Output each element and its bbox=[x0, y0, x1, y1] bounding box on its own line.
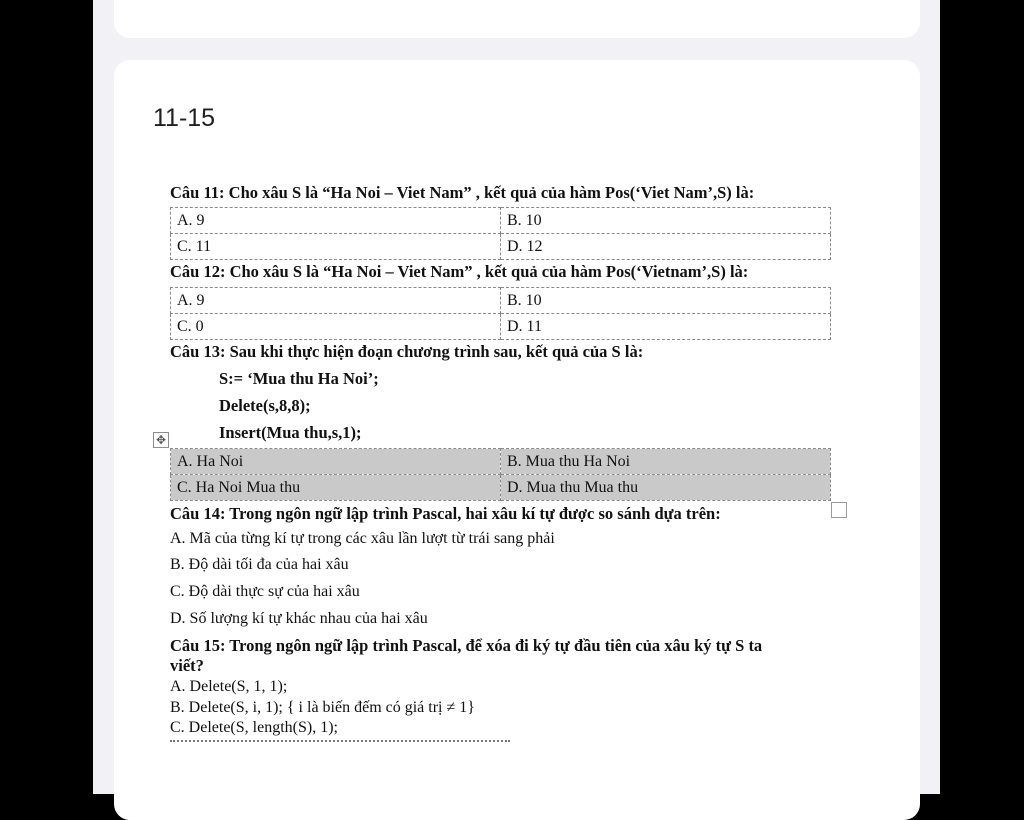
answer-table-13 bbox=[170, 448, 831, 501]
table-move-icon[interactable]: ✥ bbox=[153, 432, 169, 448]
option-a: A. 9 bbox=[171, 208, 501, 234]
option-a: A. Delete(S, 1, 1); bbox=[170, 678, 288, 695]
table-row bbox=[171, 475, 831, 501]
answer-table-11 bbox=[170, 207, 831, 260]
code-line: Insert(Mua thu,s,1); bbox=[219, 423, 362, 442]
option-b: B. Delete(S, i, 1); { i là biến đếm có giá trị ≠ 1} bbox=[170, 699, 475, 716]
question-13: Câu 13: Sau khi thực hiện đoạn chương trình sau, kết quả của S là: bbox=[170, 342, 644, 361]
answer-table-12 bbox=[170, 287, 831, 340]
option-a: A. 9 bbox=[171, 288, 501, 314]
option-c: C. Ha Noi Mua thu bbox=[171, 475, 501, 501]
table-row bbox=[171, 234, 831, 260]
table-row bbox=[171, 208, 831, 234]
code-line: S:= ‘Mua thu Ha Noi’; bbox=[219, 369, 379, 388]
cropped-text-line bbox=[170, 740, 510, 747]
table-row bbox=[171, 288, 831, 314]
table-row bbox=[171, 314, 831, 340]
option-b: B. Mua thu Ha Noi bbox=[501, 449, 831, 475]
option-b: B. Độ dài tối đa của hai xâu bbox=[170, 556, 349, 573]
option-b: B. 10 bbox=[501, 208, 831, 234]
question-11: Câu 11: Cho xâu S là “Ha Noi – Viet Nam” , kết quả của hàm Pos(‘Viet Nam’,S) là: bbox=[170, 183, 755, 202]
card-title: 11-15 bbox=[153, 104, 216, 132]
option-d: D. 11 bbox=[501, 314, 831, 340]
option-d: D. Mua thu Mua thu bbox=[501, 475, 831, 501]
question-15-continued: viết? bbox=[170, 656, 204, 675]
question-12: Câu 12: Cho xâu S là “Ha Noi – Viet Nam” , kết quả của hàm Pos(‘Vietnam’,S) là: bbox=[170, 262, 749, 281]
option-b: B. 10 bbox=[501, 288, 831, 314]
option-c: C. Delete(S, length(S), 1); bbox=[170, 719, 338, 736]
option-c: C. Độ dài thực sự của hai xâu bbox=[170, 583, 360, 600]
option-a: A. Ha Noi bbox=[171, 449, 501, 475]
question-14: Câu 14: Trong ngôn ngữ lập trình Pascal, hai xâu kí tự được so sánh dựa trên: bbox=[170, 504, 721, 523]
option-d: D. 12 bbox=[501, 234, 831, 260]
option-c: C. 11 bbox=[171, 234, 501, 260]
option-c: C. 0 bbox=[171, 314, 501, 340]
option-d: D. Số lượng kí tự khác nhau của hai xâu bbox=[170, 610, 428, 627]
table-row bbox=[171, 449, 831, 475]
option-a: A. Mã của từng kí tự trong các xâu lần lượt từ trái sang phải bbox=[170, 530, 555, 547]
question-15: Câu 15: Trong ngôn ngữ lập trình Pascal, để xóa đi ký tự đầu tiên của xâu ký tự S ta bbox=[170, 636, 763, 655]
code-line: Delete(s,8,8); bbox=[219, 396, 311, 415]
table-resize-handle[interactable] bbox=[831, 502, 847, 518]
